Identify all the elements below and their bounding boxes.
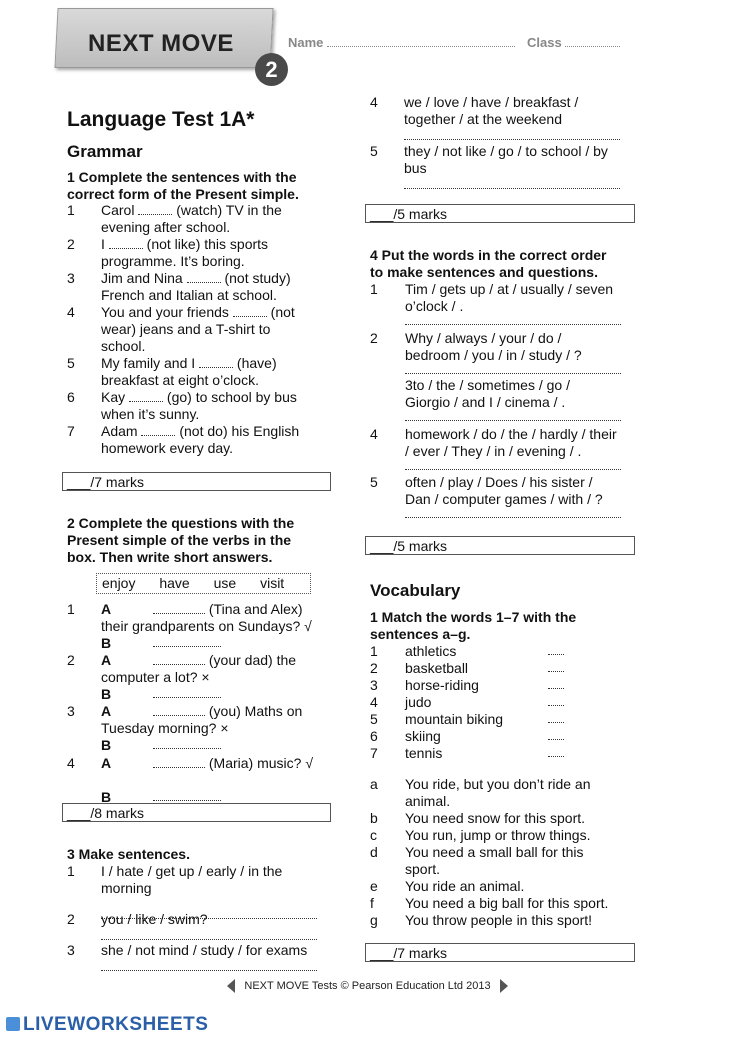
match-blank[interactable] xyxy=(548,687,564,689)
ex1-instruction: 1 Complete the sentences with the correct form of the Present simple. xyxy=(67,169,299,202)
short-answer-blank[interactable] xyxy=(153,645,221,647)
sport-word: judo xyxy=(405,694,432,710)
item-number: 4 xyxy=(370,94,378,110)
item-number: 3 xyxy=(67,270,75,286)
ex1-sentence-cont: programme. It’s boring. xyxy=(101,253,245,269)
question-line-cont: Tuesday morning? × xyxy=(101,720,229,736)
answer-blank[interactable] xyxy=(187,270,221,283)
sport-word: athletics xyxy=(405,643,457,659)
right-arrow-icon xyxy=(500,979,508,993)
ex4-prompt-cont: / ever / They / in / evening / . xyxy=(405,443,582,459)
word-number: 1 xyxy=(370,643,378,659)
word-number: 7 xyxy=(370,745,378,761)
sport-word: tennis xyxy=(405,745,443,761)
sentence-answer-line[interactable] xyxy=(405,372,621,374)
ex4-prompt: often / play / Does / his sister / xyxy=(405,474,593,490)
sentence-answer-line[interactable] xyxy=(404,187,620,189)
word-number: 3 xyxy=(370,677,378,693)
sentence-answer-line[interactable] xyxy=(405,419,621,421)
ex1-sentence: My family and I (have) xyxy=(101,355,277,371)
item-number: 5 xyxy=(370,474,378,490)
sentence-letter: c xyxy=(370,827,377,843)
class-field: Class xyxy=(527,35,620,50)
ex1-sentence-cont: wear) jeans and a T-shirt to xyxy=(101,321,271,337)
question-line: (your dad) the xyxy=(153,652,296,669)
sport-sentence: You ride, but you don’t ride an xyxy=(405,776,591,792)
item-number: 3 xyxy=(67,942,75,958)
ex4-prompt-cont: Giorgio / and I / cinema / . xyxy=(405,394,566,410)
question-line: (you) Maths on xyxy=(153,703,302,720)
word-number: 2 xyxy=(370,660,378,676)
speaker-a: A xyxy=(101,652,112,668)
vocab-instruction: 1 Match the words 1–7 with the sentences a–g. xyxy=(370,609,577,642)
item-number: 1 xyxy=(370,281,378,297)
ex3-prompt: you / like / swim? xyxy=(101,911,208,927)
answer-blank[interactable] xyxy=(138,202,172,215)
watermark: LIVEWORKSHEETS xyxy=(6,1014,208,1036)
answer-blank[interactable] xyxy=(153,755,205,768)
ex3-instruction: 3 Make sentences. xyxy=(67,846,190,862)
answer-blank[interactable] xyxy=(129,389,163,402)
item-number: 5 xyxy=(67,355,75,371)
item-number: 4 xyxy=(67,304,75,320)
question-line-cont: their grandparents on Sundays? √ xyxy=(101,618,312,634)
match-blank[interactable] xyxy=(548,653,564,655)
ex1-sentence: Adam (not do) his English xyxy=(101,423,300,439)
sentence-answer-line[interactable] xyxy=(405,468,621,470)
ex4-prompt: Tim / gets up / at / usually / seven xyxy=(405,281,614,297)
sport-word: horse-riding xyxy=(405,677,479,693)
ex1-sentence: You and your friends (not xyxy=(101,304,295,320)
match-blank[interactable] xyxy=(548,670,564,672)
answer-blank[interactable] xyxy=(153,652,205,665)
ex4-prompt-cont: o’clock / . xyxy=(405,298,464,314)
item-number: 5 xyxy=(370,143,378,159)
sentence-letter: d xyxy=(370,844,378,860)
short-answer-blank[interactable] xyxy=(153,747,221,749)
ex3-prompt: we / love / have / breakfast / xyxy=(404,94,579,110)
match-blank[interactable] xyxy=(548,755,564,757)
ex1-sentence: Jim and Nina (not study) xyxy=(101,270,291,286)
ex2-instruction: 2 Complete the questions with the Present simple of the verbs in the box. Then write short answers. xyxy=(67,515,295,565)
answer-blank[interactable] xyxy=(109,236,143,249)
ex1-sentence-cont: school. xyxy=(101,338,146,354)
sport-word: basketball xyxy=(405,660,469,676)
sport-sentence-cont: animal. xyxy=(405,793,451,809)
answer-blank[interactable] xyxy=(141,423,175,436)
question-line: (Maria) music? √ xyxy=(153,755,313,772)
answer-blank[interactable] xyxy=(199,355,233,368)
vocabulary-heading: Vocabulary xyxy=(370,581,461,600)
item-number: 2 xyxy=(67,911,75,927)
answer-blank[interactable] xyxy=(233,304,267,317)
sport-sentence: You run, jump or throw things. xyxy=(405,827,591,843)
sentence-letter: a xyxy=(370,776,378,792)
question-line-cont: computer a lot? × xyxy=(101,669,210,685)
ex3-prompt-cont: morning xyxy=(101,880,152,896)
sport-sentence-cont: sport. xyxy=(405,861,441,877)
match-blank[interactable] xyxy=(548,704,564,706)
ex3-prompt: she / not mind / study / for exams xyxy=(101,942,308,958)
left-arrow-icon xyxy=(227,979,235,993)
speaker-a: A xyxy=(101,755,112,771)
sport-sentence: You ride an animal. xyxy=(405,878,525,894)
ex1-sentence-cont: homework every day. xyxy=(101,440,234,456)
logo: NEXT MOVE xyxy=(88,30,234,57)
ex1-sentence-cont: French and Italian at school. xyxy=(101,287,277,303)
speaker-b: B xyxy=(101,737,112,753)
match-blank[interactable] xyxy=(548,738,564,740)
answer-blank[interactable] xyxy=(153,601,205,614)
sport-word: mountain biking xyxy=(405,711,504,727)
answer-blank[interactable] xyxy=(153,703,205,716)
footer: NEXT MOVE Tests © Pearson Education Ltd 2013 xyxy=(0,979,735,993)
sport-word: skiing xyxy=(405,728,441,744)
ex3-prompt: they / not like / go / to school / by xyxy=(404,143,608,159)
sport-sentence: You need snow for this sport. xyxy=(405,810,586,826)
grammar-heading: Grammar xyxy=(67,142,143,161)
ex1-sentence: Kay (go) to school by bus xyxy=(101,389,297,405)
ex4-instruction: 4 Put the words in the correct order to make sentences and questions. xyxy=(370,247,607,280)
sentence-letter: b xyxy=(370,810,378,826)
word-number: 5 xyxy=(370,711,378,727)
vocab-marks[interactable]: ___/7 marks xyxy=(365,943,635,962)
word-number: 6 xyxy=(370,728,378,744)
short-answer-blank[interactable] xyxy=(153,799,221,801)
ex1-sentence-cont: evening after school. xyxy=(101,219,231,235)
verb-box: enjoy have use visit xyxy=(96,573,311,594)
ex4-prompt-cont: bedroom / you / in / study / ? xyxy=(405,347,582,363)
ex3-prompt-cont: bus xyxy=(404,160,427,176)
liveworksheets-icon xyxy=(6,1017,20,1031)
logo-number: 2 xyxy=(255,53,288,86)
ex3-prompt: I / hate / get up / early / in the xyxy=(101,863,283,879)
item-number: 6 xyxy=(67,389,75,405)
page-title: Language Test 1A* xyxy=(67,108,255,131)
sport-sentence: You throw people in this sport! xyxy=(405,912,593,928)
ex4-prompt-cont: Dan / computer games / with / ? xyxy=(405,491,603,507)
item-number: 2 xyxy=(370,330,378,346)
sentence-answer-line[interactable] xyxy=(101,938,317,940)
item-number: 2 xyxy=(67,236,75,252)
sentence-letter: g xyxy=(370,912,378,928)
sport-sentence: You need a small ball for this xyxy=(405,844,584,860)
ex2-marks[interactable]: ___/8 marks xyxy=(62,803,331,822)
item-number: 1 xyxy=(67,863,75,879)
ex1-sentence-cont: breakfast at eight o’clock. xyxy=(101,372,259,388)
ex4-prompt: homework / do / the / hardly / their xyxy=(405,426,617,442)
ex3-prompt-cont: together / at the weekend xyxy=(404,111,562,127)
sentence-answer-line[interactable] xyxy=(405,516,621,518)
sentence-answer-line[interactable] xyxy=(405,323,621,325)
ex1-sentence-cont: when it’s sunny. xyxy=(101,406,200,422)
ex3-marks[interactable]: ___/5 marks xyxy=(365,204,635,223)
ex4-prompt: 3to / the / sometimes / go / xyxy=(405,377,570,393)
sentence-answer-line[interactable] xyxy=(404,138,620,140)
name-field: Name xyxy=(288,35,515,50)
short-answer-blank[interactable] xyxy=(153,696,221,698)
sentence-answer-line[interactable] xyxy=(101,969,317,971)
item-number: 1 xyxy=(67,202,75,218)
question-line: (Tina and Alex) xyxy=(153,601,303,618)
ex1-marks[interactable]: ___/7 marks xyxy=(62,472,331,491)
speaker-b: B xyxy=(101,789,112,805)
ex1-sentence: I (not like) this sports xyxy=(101,236,269,252)
ex4-prompt: Why / always / your / do / xyxy=(405,330,562,346)
speaker-b: B xyxy=(101,635,112,651)
speaker-b: B xyxy=(101,686,112,702)
item-number: 1 xyxy=(67,601,75,617)
item-number: 4 xyxy=(67,755,75,771)
item-number: 3 xyxy=(67,703,75,719)
match-blank[interactable] xyxy=(548,721,564,723)
item-number: 2 xyxy=(67,652,75,668)
speaker-a: A xyxy=(101,601,112,617)
sentence-letter: e xyxy=(370,878,378,894)
ex4-marks[interactable]: ___/5 marks xyxy=(365,536,635,555)
sentence-letter: f xyxy=(370,895,374,911)
item-number: 4 xyxy=(370,426,378,442)
ex1-sentence: Carol (watch) TV in the xyxy=(101,202,282,218)
word-number: 4 xyxy=(370,694,378,710)
speaker-a: A xyxy=(101,703,112,719)
item-number: 7 xyxy=(67,423,75,439)
sport-sentence: You need a big ball for this sport. xyxy=(405,895,609,911)
